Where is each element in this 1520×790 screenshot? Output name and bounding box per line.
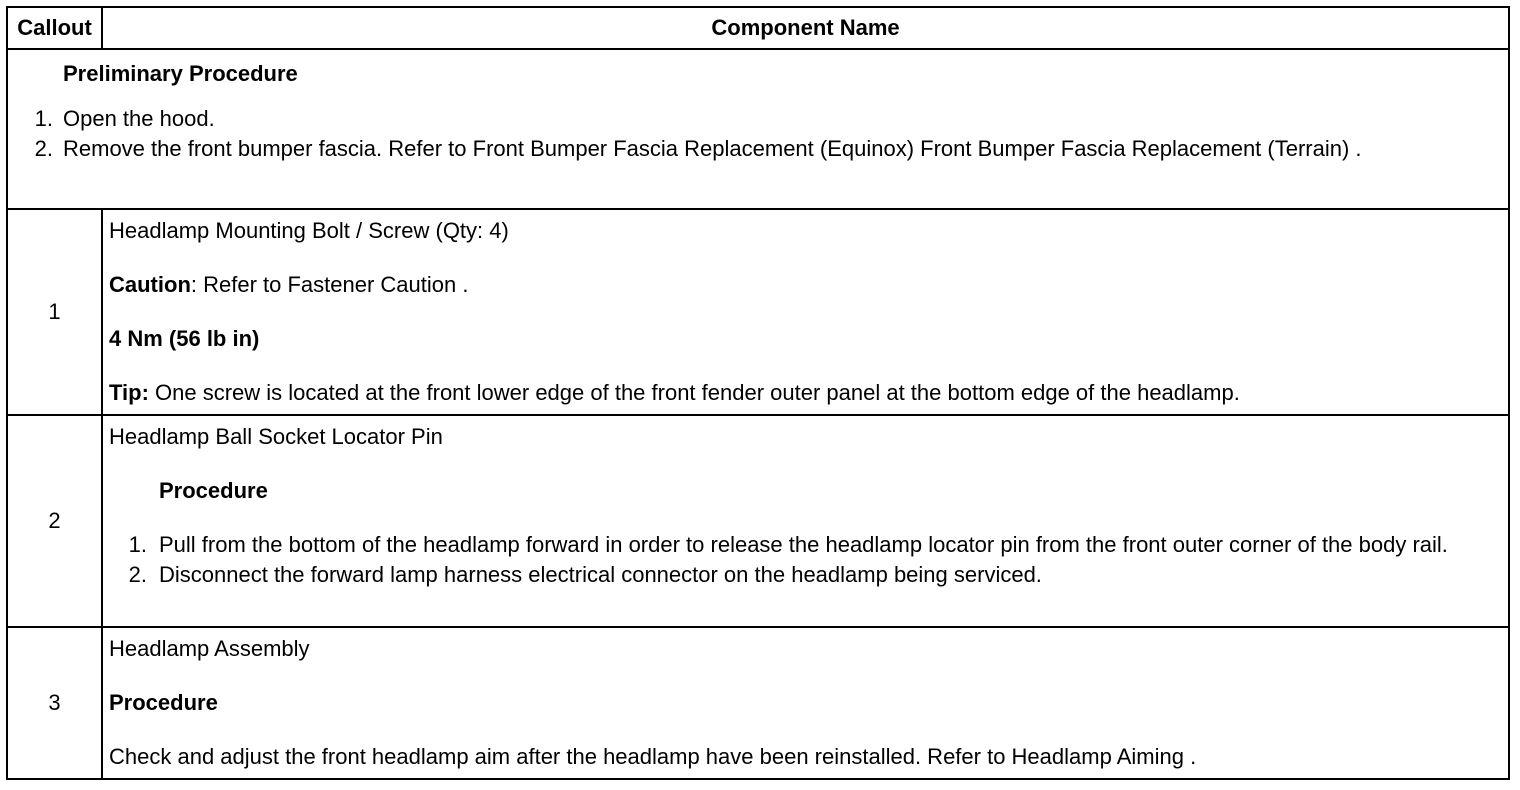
step-text: Open the hood.	[63, 106, 215, 131]
list-item	[109, 560, 1502, 590]
table-row	[7, 627, 1509, 779]
preliminary-heading: Preliminary Procedure	[63, 61, 298, 86]
list-item	[8, 134, 1508, 164]
step-text: Pull from the bottom of the headlamp forward in order to release the headlamp locator pin from the front outer corner of the body rail.	[159, 532, 1448, 557]
tip-text: One screw is located at the front lower edge of the front fender outer panel at the bottom edge of the headlamp.	[148, 380, 1240, 405]
step-text: Disconnect the forward lamp harness electrical connector on the headlamp being serviced.	[159, 562, 1042, 587]
list-item	[109, 530, 1502, 560]
step-number: 1.	[128, 532, 147, 557]
component-cell	[102, 627, 1509, 779]
callout-header: Callout	[7, 7, 102, 49]
procedure-heading: Procedure	[159, 478, 268, 503]
tip-note	[109, 378, 1502, 408]
step-number: 1.	[34, 106, 53, 131]
step-number: 2.	[128, 562, 147, 587]
procedure-text: Check and adjust the front headlamp aim after the headlamp have been reinstalled. Refer to Headlamp Aiming .	[109, 744, 1197, 769]
step-text: Remove the front bumper fascia. Refer to Front Bumper Fascia Replacement (Equinox) Front Bumper Fascia Replacement (Terrain) .	[63, 136, 1362, 161]
preliminary-row	[7, 49, 1509, 209]
callout-cell: 2	[7, 415, 102, 627]
caution-text: : Refer to Fastener Caution .	[190, 272, 469, 297]
table-row	[7, 415, 1509, 627]
step-number: 2.	[34, 136, 53, 161]
callout-cell: 3	[7, 627, 102, 779]
preliminary-steps	[8, 104, 1508, 164]
component-cell	[102, 209, 1509, 415]
component-name: Headlamp Mounting Bolt / Screw (Qty: 4)	[109, 218, 509, 243]
callout-cell: 1	[7, 209, 102, 415]
component-name: Headlamp Assembly	[109, 636, 310, 661]
component-cell	[102, 415, 1509, 627]
component-name: Headlamp Ball Socket Locator Pin	[109, 424, 443, 449]
component-table	[6, 6, 1510, 780]
table-row	[7, 209, 1509, 415]
list-item	[8, 104, 1508, 134]
torque-spec: 4 Nm (56 lb in)	[109, 326, 260, 351]
header-row	[7, 7, 1509, 49]
procedure-heading: Procedure	[109, 690, 218, 715]
caution-label: Caution	[109, 272, 191, 297]
caution-note	[109, 270, 1502, 300]
procedure-steps	[109, 530, 1502, 590]
component-name-header: Component Name	[102, 7, 1509, 49]
tip-label: Tip:	[109, 380, 149, 405]
preliminary-cell	[7, 49, 1509, 209]
